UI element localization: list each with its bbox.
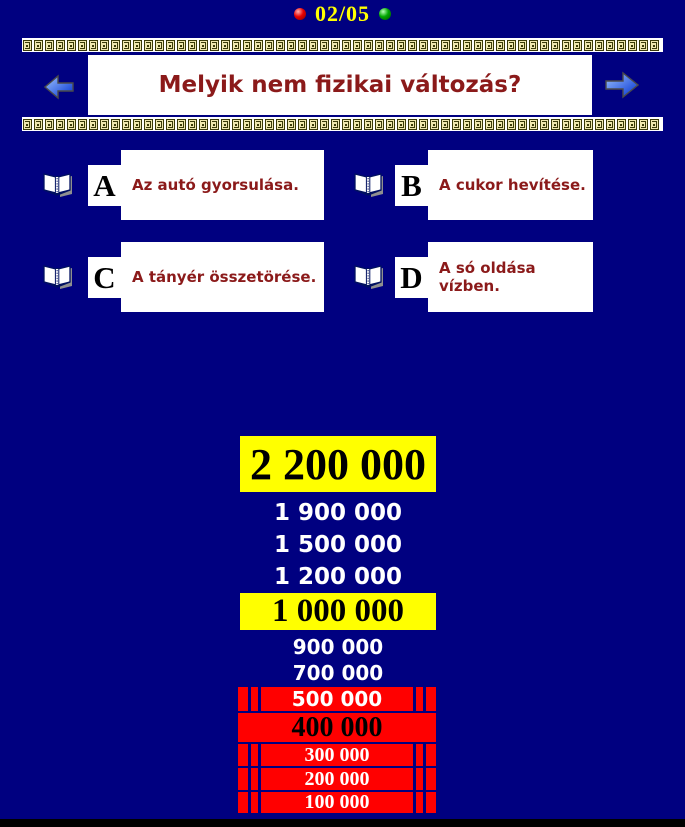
- ladder-level-900000: 900 000: [292, 635, 384, 659]
- answer-letter[interactable]: C: [88, 257, 121, 298]
- ladder-level-1900000: 1 900 000: [273, 500, 403, 526]
- answer-letter[interactable]: B: [395, 165, 428, 206]
- ladder-level-100000: 100 000: [238, 792, 436, 813]
- green-ball-icon: [379, 8, 391, 20]
- answer-text[interactable]: A tányér összetörése.: [121, 242, 324, 312]
- next-arrow-button[interactable]: [605, 70, 639, 100]
- answer-option-d[interactable]: [353, 240, 593, 314]
- answer-option-c[interactable]: [42, 240, 325, 314]
- ladder-level-2200000: 2 200 000: [240, 436, 436, 492]
- prev-arrow-button[interactable]: [44, 74, 74, 100]
- ladder-level-200000: 200 000: [238, 768, 436, 790]
- answer-text[interactable]: A cukor hevítése.: [428, 150, 593, 220]
- ladder-level-700000: 700 000: [292, 661, 384, 685]
- open-book-icon: [42, 262, 73, 290]
- ladder-level-400000: 400 000: [238, 713, 436, 742]
- open-book-icon: [353, 262, 384, 290]
- open-book-icon: [42, 170, 73, 198]
- answer-letter[interactable]: A: [88, 165, 121, 206]
- ladder-level-1200000: 1 200 000: [273, 564, 403, 590]
- answer-text[interactable]: A só oldása vízben.: [428, 242, 593, 312]
- answer-letter[interactable]: D: [395, 257, 428, 298]
- answer-text[interactable]: Az autó gyorsulása.: [121, 150, 324, 220]
- ladder-level-500000: 500 000: [238, 687, 436, 711]
- ladder-level-300000: 300 000: [238, 744, 436, 766]
- greek-border-top: [22, 38, 663, 52]
- question-panel: [88, 55, 592, 115]
- question-counter: 02/05: [314, 1, 371, 26]
- red-ball-icon: [294, 8, 306, 20]
- greek-border-bottom: [22, 117, 663, 131]
- bottom-bar: [0, 819, 685, 827]
- answer-option-b[interactable]: [353, 148, 593, 222]
- ladder-level-1500000: 1 500 000: [273, 532, 403, 558]
- open-book-icon: [353, 170, 384, 198]
- answer-option-a[interactable]: [42, 148, 325, 222]
- header-counter: [0, 2, 685, 26]
- question-text: Melyik nem fizikai változás?: [158, 72, 522, 98]
- ladder-level-1000000: 1 000 000: [240, 593, 436, 630]
